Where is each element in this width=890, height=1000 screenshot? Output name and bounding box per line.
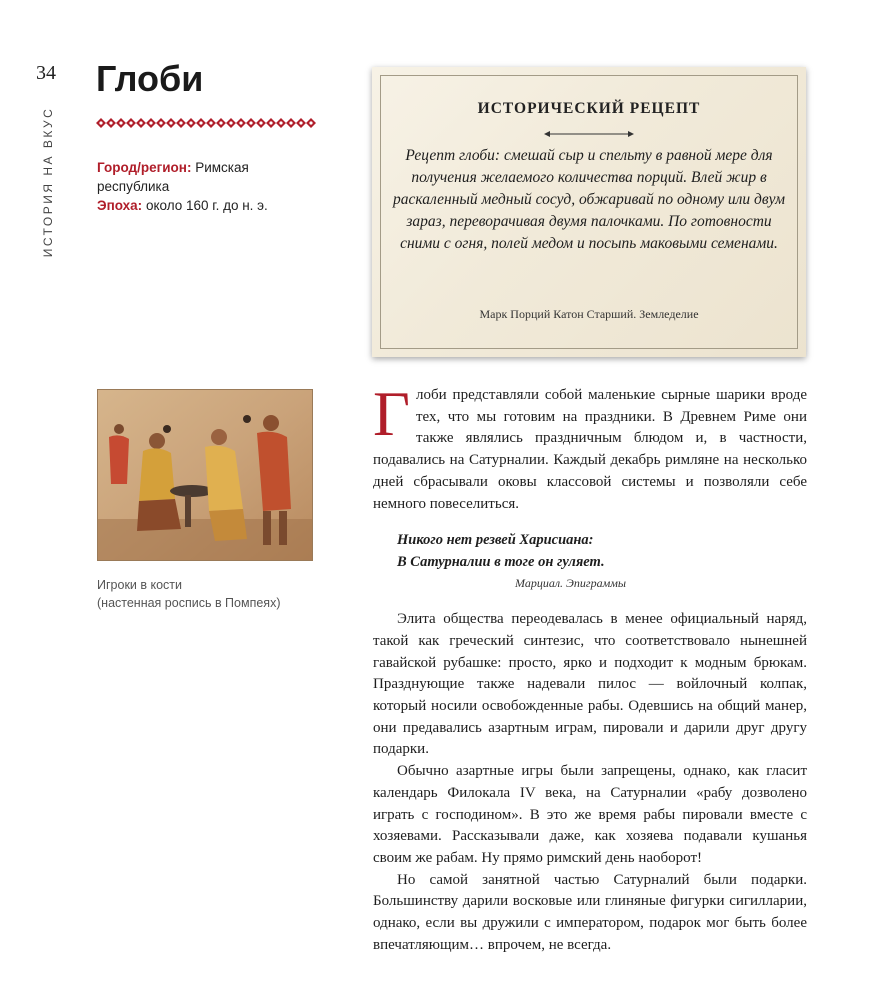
running-head [41,100,55,270]
paragraph-1-text: лоби представляли собой маленькие сырные шарики вроде тех, что мы готовим на праздники. В Древнем Риме они также являлись праздничным блюдом и, в частности, подавались на Сатурналии. Каждый декабрь римляне на несколько дней сбрасывали оковы классовой системы и позволяли себе немного повеселиться. [373,387,807,512]
era-value: около 160 г. до н. э. [145,198,268,213]
region-value: Римская республика [97,160,249,194]
epigram-line-1: Никого нет резвей Харисиана: [397,532,594,549]
running-head-text: ИСТОРИЯ НА ВКУС [41,106,55,258]
card-divider [372,126,806,144]
figure-caption [97,576,317,612]
drop-cap: Г [373,378,410,449]
divider-icon [544,129,634,139]
dice-players-fresco-icon [97,389,313,561]
card-source: Марк Порций Катон Старший. Земледелие [479,307,699,321]
card-body: Рецепт глоби: смешай сыр и спельту в равной мере для получения желаемого количества порций. Влей жир в раскаленный медный сосуд, обжаривай по одному или двум зараз, переворачивая двумя палочками. По готовности сними с огня, полей медом и посыпь маковыми семенами. [393,147,785,252]
paragraph-2: Элита общества переодевалась в менее официальный наряд, такой как греческий синтезис, что соответствовало нынешней гавайской рубашке: просто, ярко и подходит к модным брюкам. Празднующие также надевали пилос — войлочный колпак, который носили освобожденные рабы. Одевшись на общий манер, они предавались азартным играм, пировали и дарили друг другу подарки. [373,611,807,758]
recipe-meta [97,158,307,215]
historical-recipe-card [372,67,806,357]
epigram-source: Марциал. Эпиграммы [515,576,627,591]
paragraph-4: Но самой занятной частью Сатурналий были подарки. Большинству дарили восковые или глиняные фигурки сигилларии, однако, если вы дружили с императором, подарок мог быть более впечатляющим… впрочем, не всегда. [373,871,807,953]
region-label: Город/регион: [97,160,192,175]
article-body [373,378,807,956]
card-heading: ИСТОРИЧЕСКИЙ РЕЦЕПТ [477,100,701,117]
caption-line-2: (настенная роспись в Помпеях) [97,596,281,610]
page-number: 34 [36,62,56,84]
paragraph-3: Обычно азартные игры были запрещены, однако, как гласит календарь Филокала IV века, на Сатурналии «рабу дозволено играть с господином». В это же время рабы пировали вместе с хозяевами. Рассказывали даже, как хозяева подавали кушанья своим же рабам. Ну прямо римский день наоборот! [373,763,807,866]
page-title: Глоби [96,58,204,99]
paragraph-1 [373,378,807,515]
epigram [397,529,807,593]
fresco-image [97,389,313,561]
caption-line-1: Игроки в кости [97,578,183,592]
epigram-line-2: В Сатурналии в тоге он гуляет. [397,554,605,571]
ornament-border-icon [96,116,316,130]
era-label: Эпоха: [97,198,143,213]
